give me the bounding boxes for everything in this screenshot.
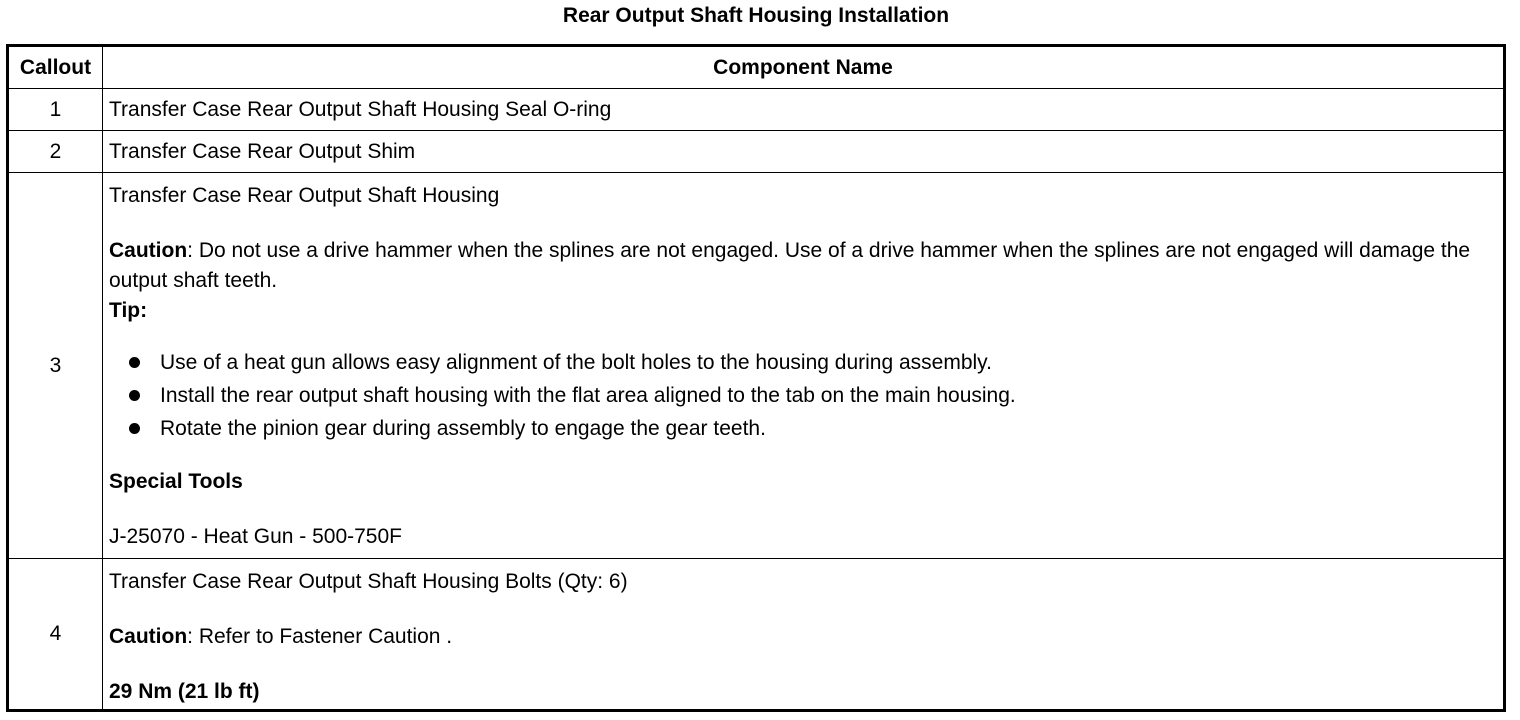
table-row <box>8 131 1505 173</box>
tip-item <box>109 412 1497 445</box>
special-tools-label: Special Tools <box>109 470 243 493</box>
component-details-cell <box>103 559 1505 711</box>
bullet-icon <box>129 357 140 368</box>
tip-label: Tip: <box>109 299 148 322</box>
caution-label: Caution <box>109 239 188 262</box>
tip-text: Use of a heat gun allows easy alignment of the bolt holes to the housing during assembly. <box>160 350 992 374</box>
component-name: Transfer Case Rear Output Shaft Housing <box>109 184 500 207</box>
table-row <box>8 559 1505 711</box>
caution-note <box>109 622 1497 652</box>
component-table <box>6 44 1506 712</box>
special-tool-item: J-25070 - Heat Gun - 500-750F <box>109 525 402 548</box>
callout-cell: 2 <box>8 131 103 173</box>
torque-spec: 29 Nm (21 lb ft) <box>109 680 260 703</box>
component-details-cell <box>103 173 1505 559</box>
callout-cell: 4 <box>8 559 103 711</box>
component-name: Transfer Case Rear Output Shaft Housing Bolts (Qty: 6) <box>109 570 628 593</box>
component-name-cell: Transfer Case Rear Output Shaft Housing Seal O-ring <box>103 89 1505 131</box>
component-name-header: Component Name <box>103 46 1505 89</box>
caution-note <box>109 236 1497 296</box>
caution-text: : Do not use a drive hammer when the splines are not engaged. Use of a drive hammer when the splines are not engaged will damage the output shaft teeth. <box>109 239 1471 292</box>
tip-text: Install the rear output shaft housing with the flat area aligned to the tab on the main housing. <box>160 383 1016 407</box>
table-header-row <box>8 46 1505 89</box>
callout-cell: 1 <box>8 89 103 131</box>
component-name-cell: Transfer Case Rear Output Shim <box>103 131 1505 173</box>
tip-item <box>109 379 1497 412</box>
caution-label: Caution <box>109 625 188 648</box>
table-row <box>8 173 1505 559</box>
tip-item <box>109 346 1497 379</box>
bullet-icon <box>129 423 140 434</box>
table-row <box>8 89 1505 131</box>
callout-cell: 3 <box>8 173 103 559</box>
bullet-icon <box>129 390 140 401</box>
page-title: Rear Output Shaft Housing Installation <box>562 4 950 27</box>
tip-text: Rotate the pinion gear during assembly to engage the gear teeth. <box>160 416 766 440</box>
caution-text: : Refer to Fastener Caution . <box>187 625 453 648</box>
callout-header: Callout <box>8 46 103 89</box>
